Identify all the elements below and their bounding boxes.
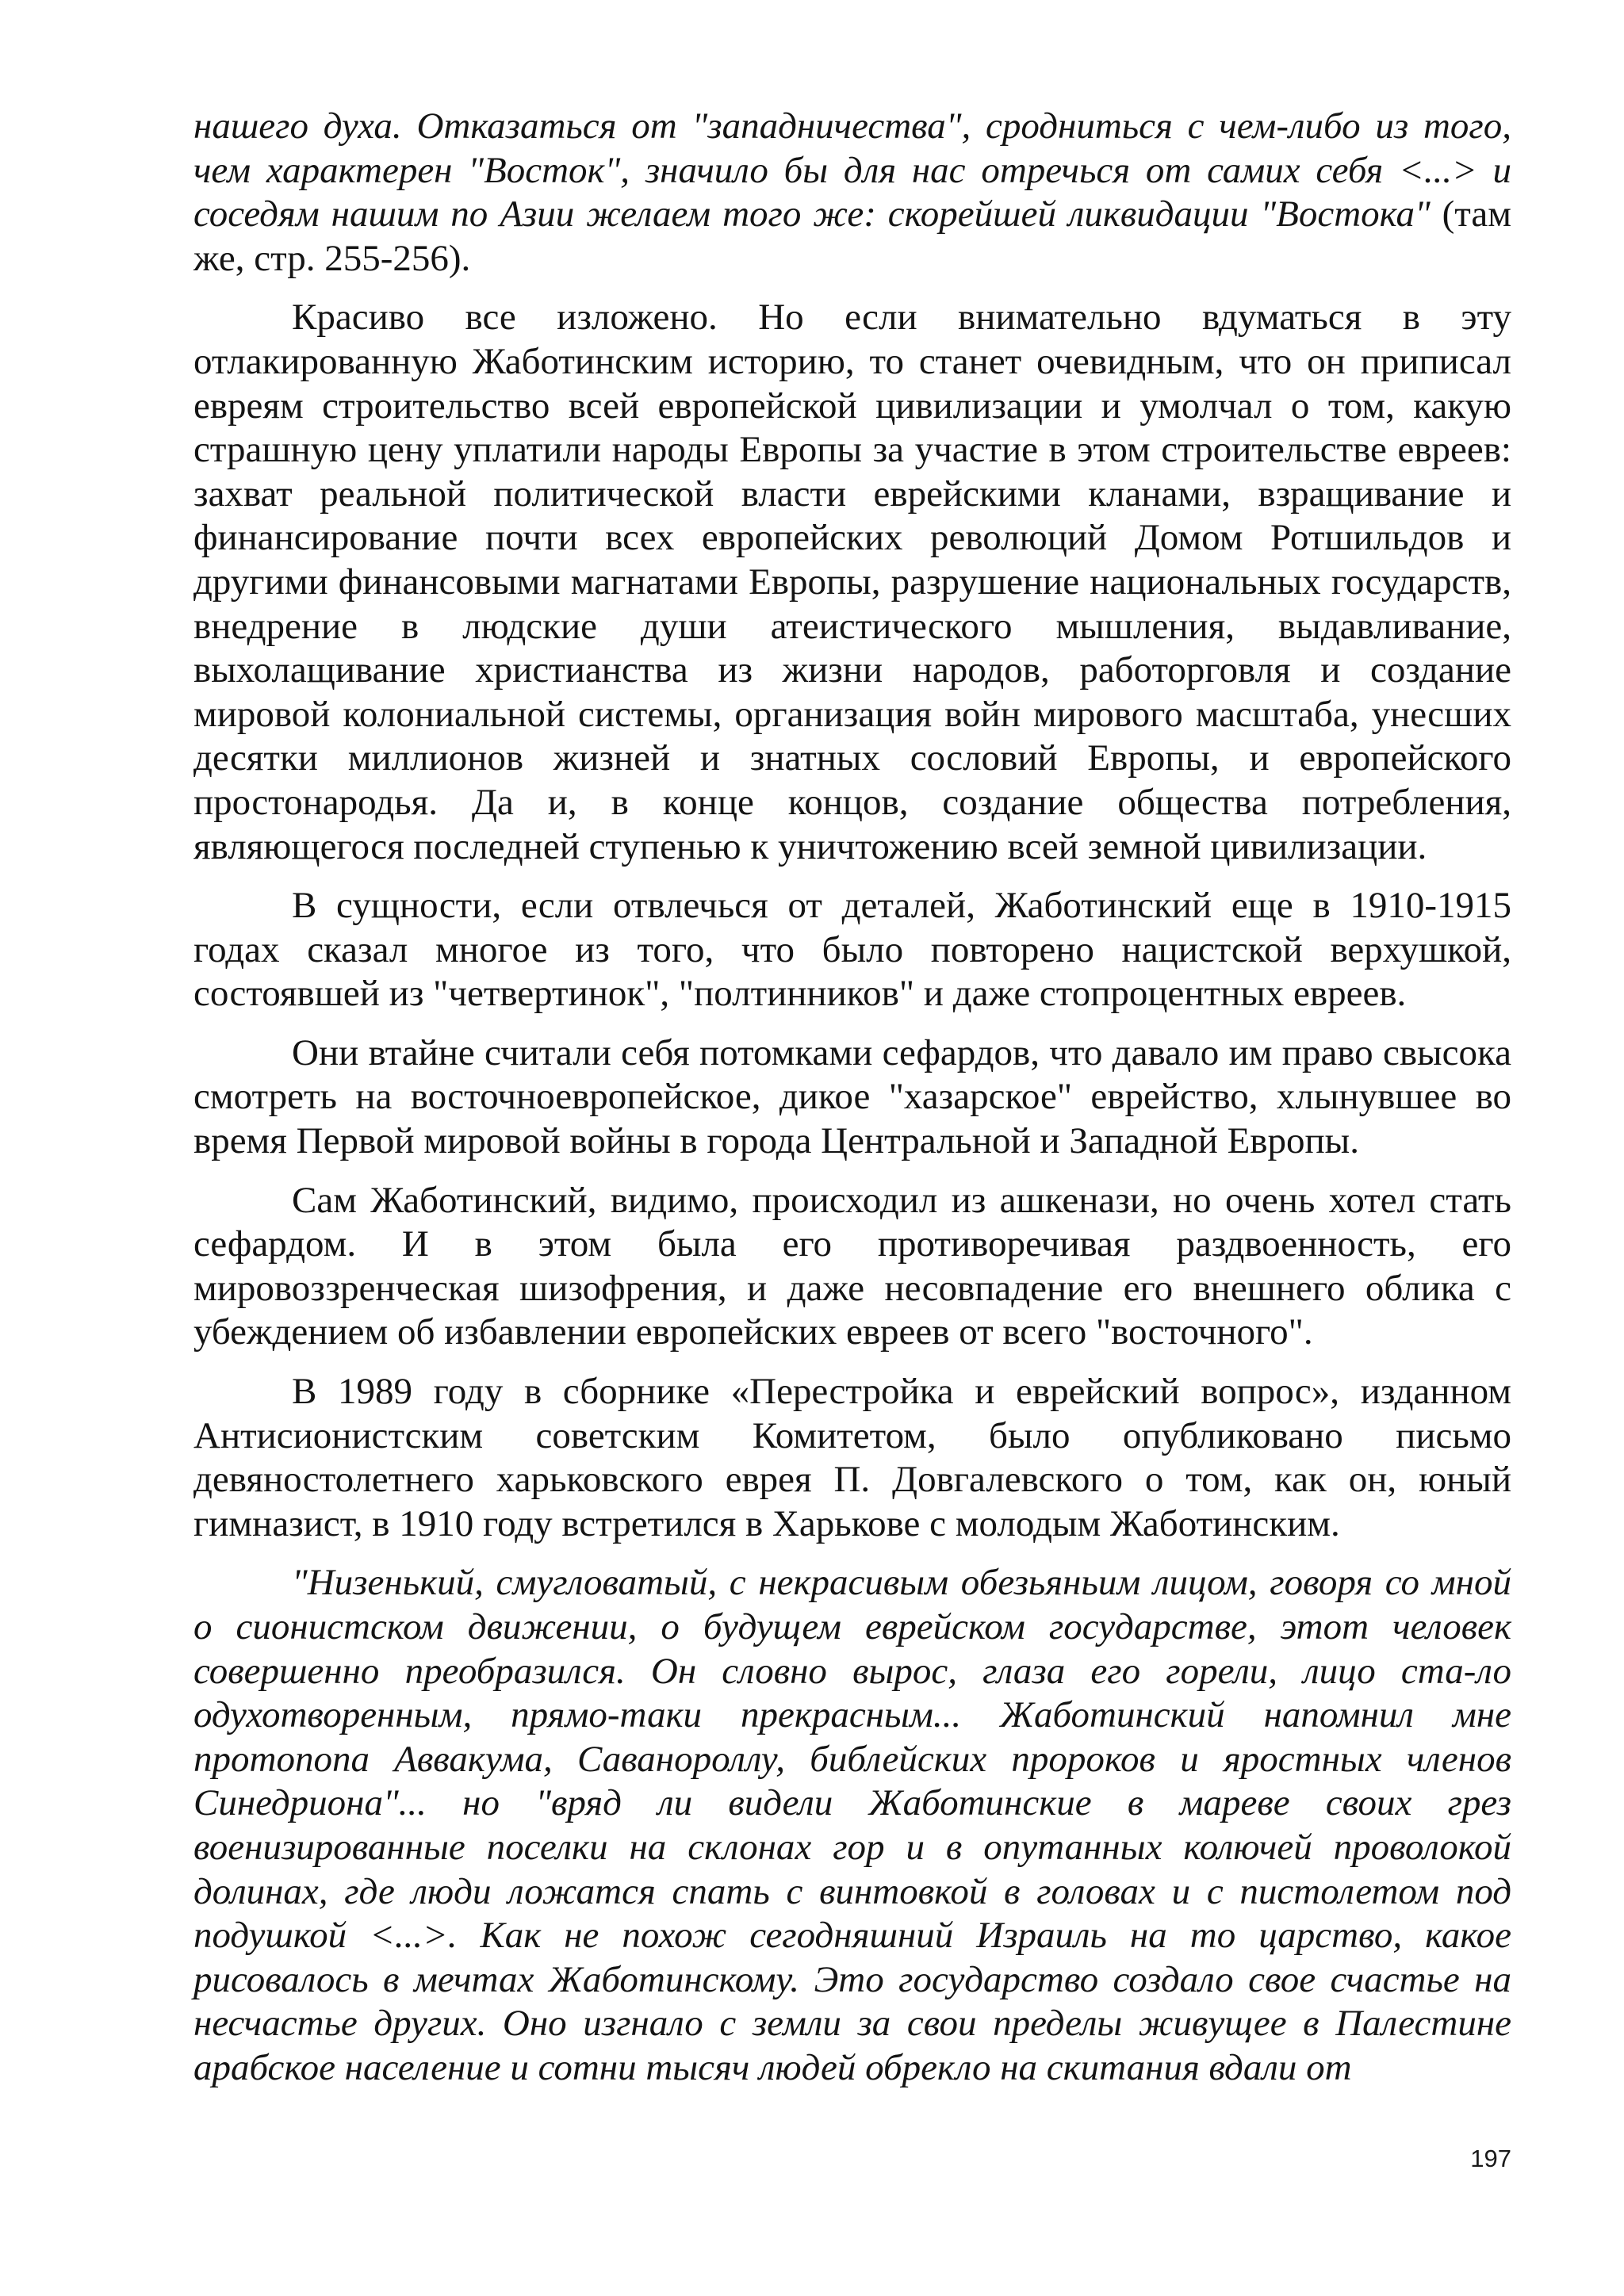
paragraph-2: В сущности, если отвлечься от деталей, Жаботинский еще в 1910-1915 годах сказал многое из того, что было повторено нацистской верхушкой, состоявшей из "четвертинок", "полтинников" и даже стопроцентных евреев. bbox=[193, 885, 1511, 1015]
paragraph-quote-ending bbox=[193, 105, 1511, 281]
page-body bbox=[193, 105, 1511, 2106]
citation-text: (там же, стр. 255-256). bbox=[193, 193, 1511, 279]
paragraph-quote-letter: "Низенький, смугловатый, с некрасивым обезьяньим лицом, говоря со мной о сионистском движении, о будущем еврейском государстве, этот человек совершенно преобразился. Он словно вырос, глаза его горели, лицо ста-ло одухотворенным, прямо-таки прекрасным... Жаботинский напомнил мне протопопа Аввакума, Саванороллу, библейских пророков и яростных членов Синедриона"... но "вряд ли видели Жаботинские в мареве своих грез военизированные поселки на склонах гор и в опутанных колючей проволокой долинах, где люди ложатся спать с винтовкой в головах и с пистолетом под подушкой <...>. Как не похож сегодняшний Израиль на то царство, какое рисовалось в мечтах Жаботинскому. Это государство создало свое счастье на несчастье других. Оно изгнало с земли за свои пределы живущее в Палестине арабское население и сотни тысяч людей обрекло на скитания вдали от bbox=[193, 1562, 1511, 2088]
paragraph-4: Сам Жаботинский, видимо, происходил из ашкенази, но очень хотел стать сефардом. И в этом была его противоречивая раздвоенность, его мировоззренческая шизофрения, и даже несовпадение его внешнего облика с убеждением об избавлении европейских евреев от всего "восточного". bbox=[193, 1179, 1511, 1353]
paragraph-5: В 1989 году в сборнике «Перестройка и еврейский вопрос», изданном Антисионистским советским Комитетом, было опубликовано письмо девяностолетнего харьковского еврея П. Довгалевского о том, как он, юный гимназист, в 1910 году встретился в Харькове с молодым Жаботинским. bbox=[193, 1371, 1511, 1544]
quote-text: нашего духа. Отказаться от "западничества", сродниться с чем-либо из того, чем характерен "Восток", значило бы для нас отречься от самих себя <...> и соседям нашим по Азии желаем того же: скорейшей ликвидации "Востока" bbox=[193, 105, 1511, 235]
page-number: 197 bbox=[1470, 2145, 1511, 2172]
paragraph-3: Они втайне считали себя потомками сефардов, что давало им право свысока смотреть на восточноевропейское, дикое "хазарское" еврейство, хлынувшее во время Первой мировой войны в города Центральной и Западной Европы. bbox=[193, 1031, 1511, 1162]
paragraph-1: Красиво все изложено. Но если внимательно вдуматься в эту отлакированную Жаботинским историю, то станет очевидным, что он приписал евреям строительство всей европейской цивилизации и умолчал о том, какую страшную цену уплатили народы Европы за участие в этом строительстве евреев: захват реальной политической власти еврейскими кланами, взращивание и финансирование почти всех европейских революций Домом Ротшильдов и другими финансовыми магнатами Европы, разрушение национальных государств, внедрение в людские души атеистического мышления, выдавливание, выхолащивание христианства из жизни народов, работорговля и создание мировой колониальной системы, организация войн мирового масштаба, унесших десятки миллионов жизней и знатных сословий Европы, и европейского простонародья. Да и, в конце концов, создание общества потребления, являющегося последней ступенью к уничтожению всей земной цивилизации. bbox=[193, 297, 1511, 867]
